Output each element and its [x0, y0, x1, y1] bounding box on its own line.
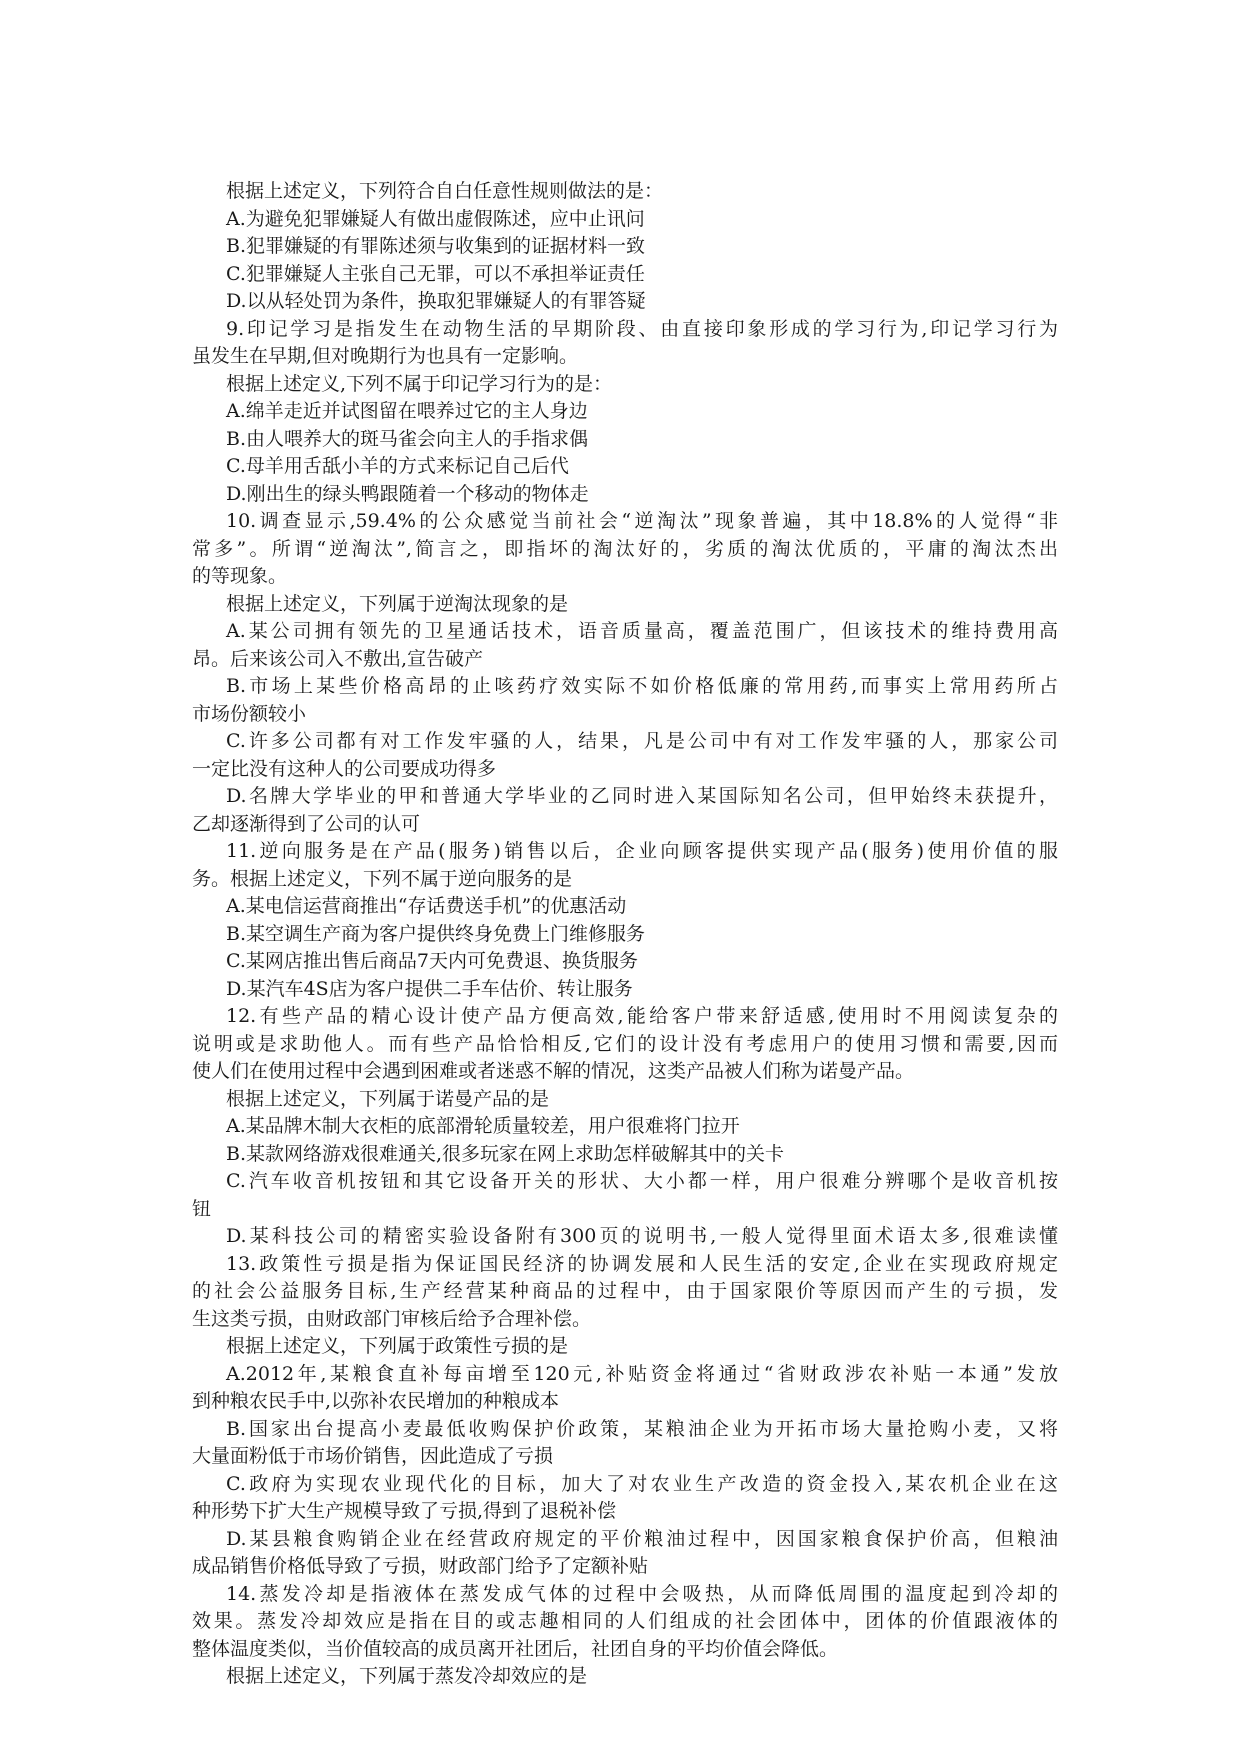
text-line: 常多”。所谓“逆淘汰”,简言之，即指坏的淘汰好的，劣质的淘汰优质的，平庸的淘汰杰出 — [192, 537, 1058, 560]
text-line: C.汽车收音机按钮和其它设备开关的形状、大小都一样，用户很难分辨哪个是收音机按 — [226, 1170, 1058, 1192]
text-line: A.为避免犯罪嫌疑人有做出虚假陈述，应中止讯问 — [226, 207, 645, 230]
text-line: C.犯罪嫌疑人主张自己无罪，可以不承担举证责任 — [226, 262, 645, 285]
text-line: 10.调查显示,59.4%的公众感觉当前社会“逆淘汰”现象普遍，其中18.8%的人觉得“非 — [226, 510, 1058, 532]
text-line: 根据上述定义，下列属于逆淘汰现象的是 — [226, 592, 569, 615]
text-line: C.许多公司都有对工作发牢骚的人，结果，凡是公司中有对工作发牢骚的人，那家公司 — [226, 730, 1058, 752]
text-line: 市场份额较小 — [192, 702, 307, 725]
text-line: 效果。蒸发冷却效应是指在目的或志趣相同的人们组成的社会团体中，团体的价值跟液体的 — [192, 1610, 1058, 1632]
text-line: 的社会公益服务目标,生产经营某种商品的过程中，由于国家限价等原因而产生的亏损，发 — [192, 1280, 1058, 1302]
text-line: 根据上述定义，下列属于蒸发冷却效应的是 — [226, 1665, 588, 1687]
text-line: B.由人喂养大的斑马雀会向主人的手指求偶 — [226, 427, 589, 450]
text-line: B.犯罪嫌疑的有罪陈述须与收集到的证据材料一致 — [226, 235, 646, 257]
text-line: 11.逆向服务是在产品(服务)销售以后，企业向顾客提供实现产品(服务)使用价值的服 — [226, 840, 1058, 862]
text-line: 昂。后来该公司入不敷出,宣告破产 — [192, 647, 484, 670]
text-line: D.某科技公司的精密实验设备附有300页的说明书,一般人觉得里面术语太多,很难读懂 — [226, 1225, 1058, 1247]
text-line: A.某公司拥有领先的卫星通话技术，语音质量高，覆盖范围广，但该技术的维持费用高 — [226, 620, 1058, 642]
text-line: 根据上述定义，下列符合自白任意性规则做法的是： — [226, 180, 664, 202]
text-line: A.某电信运营商推出“存话费送手机”的优惠活动 — [226, 895, 627, 917]
text-line: A.绵羊走近并试图留在喂养过它的主人身边 — [226, 400, 588, 422]
text-line: D.某汽车4S店为客户提供二手车估价、转让服务 — [226, 977, 633, 1000]
document-body — [192, 178, 1058, 1691]
text-line: 说明或是求助他人。而有些产品恰恰相反,它们的设计没有考虑用户的使用习惯和需要,因而 — [192, 1032, 1058, 1055]
text-line: 虽发生在早期,但对晚期行为也具有一定影响。 — [192, 345, 579, 367]
text-line: 种形势下扩大生产规模导致了亏损,得到了退税补偿 — [192, 1500, 617, 1522]
text-line: C.某网店推出售后商品7天内可免费退、换货服务 — [226, 950, 638, 972]
text-line: 使人们在使用过程中会遇到困难或者迷惑不解的情况，这类产品被人们称为诺曼产品。 — [192, 1060, 915, 1082]
text-line: 整体温度类似，当价值较高的成员离开社团后，社团自身的平均价值会降低。 — [192, 1637, 839, 1660]
text-line: B.某款网络游戏很难通关,很多玩家在网上求助怎样破解其中的关卡 — [226, 1142, 785, 1165]
text-line: B.某空调生产商为客户提供终身免费上门维修服务 — [226, 922, 646, 945]
text-line: D.刚出生的绿头鸭跟随着一个移动的物体走 — [226, 482, 589, 505]
text-line: 根据上述定义,下列不属于印记学习行为的是： — [226, 372, 613, 395]
text-line: A.某品牌木制大衣柜的底部滑轮质量较差，用户很难将门拉开 — [226, 1115, 740, 1137]
text-line: 9.印记学习是指发生在动物生活的早期阶段、由直接印象形成的学习行为,印记学习行为 — [226, 317, 1058, 340]
text-line: 根据上述定义，下列属于政策性亏损的是 — [226, 1335, 569, 1357]
text-line: 大量面粉低于市场价销售，因此造成了亏损 — [192, 1445, 554, 1467]
text-line: D.名牌大学毕业的甲和普通大学毕业的乙同时进入某国际知名公司，但甲始终未获提升， — [226, 785, 1058, 807]
text-line: 根据上述定义，下列属于诺曼产品的是 — [226, 1087, 550, 1110]
text-line: 12.有些产品的精心设计使产品方便高效,能给客户带来舒适感,使用时不用阅读复杂的 — [226, 1005, 1058, 1027]
text-line: D.某县粮食购销企业在经营政府规定的平价粮油过程中，因国家粮食保护价高，但粮油 — [226, 1527, 1058, 1550]
text-line: 生这类亏损，由财政部门审核后给予合理补偿。 — [192, 1307, 592, 1330]
text-line: 乙却逐渐得到了公司的认可 — [192, 812, 421, 835]
document-page — [192, 178, 1058, 1691]
text-line: 钮 — [192, 1197, 212, 1220]
text-line: B.市场上某些价格高昂的止咳药疗效实际不如价格低廉的常用药,而事实上常用药所占 — [226, 675, 1058, 697]
text-line: 务。根据上述定义，下列不属于逆向服务的是 — [192, 867, 573, 890]
text-line: C.政府为实现农业现代化的目标，加大了对农业生产改造的资金投入,某农机企业在这 — [226, 1472, 1058, 1495]
text-line: 13.政策性亏损是指为保证国民经济的协调发展和人民生活的安定,企业在实现政府规定 — [226, 1252, 1058, 1275]
text-line: 一定比没有这种人的公司要成功得多 — [192, 757, 497, 780]
text-line: A.2012年,某粮食直补每亩增至120元,补贴资金将通过“省财政涉农补贴一本通”发放 — [226, 1362, 1058, 1385]
text-line: 成品销售价格低导致了亏损，财政部门给予了定额补贴 — [192, 1555, 649, 1577]
text-line: D.以从轻处罚为条件，换取犯罪嫌疑人的有罪答疑 — [226, 290, 646, 312]
text-line: 14.蒸发冷却是指液体在蒸发成气体的过程中会吸热，从而降低周围的温度起到冷却的 — [226, 1582, 1058, 1605]
text-line: B.国家出台提高小麦最低收购保护价政策，某粮油企业为开拓市场大量抢购小麦，又将 — [226, 1417, 1058, 1440]
text-line: 到种粮农民手中,以弥补农民增加的种粮成本 — [192, 1390, 560, 1412]
text-line: C.母羊用舌舐小羊的方式来标记自己后代 — [226, 455, 569, 477]
text-line: 的等现象。 — [192, 565, 288, 587]
